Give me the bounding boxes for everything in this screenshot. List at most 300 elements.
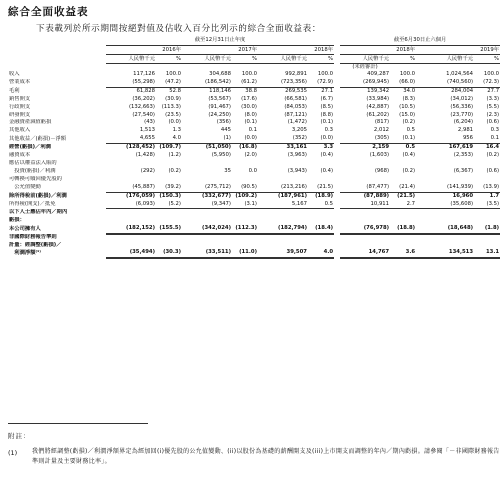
amount-cell: (213,216) — [258, 184, 308, 192]
amount-cell — [340, 217, 390, 225]
percent-cell: (18.4) — [308, 225, 334, 234]
percent-cell: (109.7) — [159, 144, 181, 151]
amount-cell: (34,012) — [450, 95, 474, 102]
amount-cell: (35,608) — [416, 201, 474, 209]
row-label: 其他收入 — [9, 127, 31, 134]
amount-cell — [258, 209, 308, 217]
percent-cell: (30.9) — [165, 95, 181, 102]
amount-cell: (33,511) — [182, 249, 232, 258]
table-row — [8, 249, 500, 258]
percent-cell: 3.6 — [390, 249, 416, 258]
percent-cell: (0.2) — [486, 152, 500, 159]
percent-cell: (61.2) — [232, 79, 258, 87]
amount-cell: 61,828 — [136, 87, 155, 94]
table-row — [8, 135, 500, 143]
table-row — [8, 192, 500, 200]
amount-cell: (23,770) — [450, 111, 474, 118]
amount-cell — [340, 242, 390, 250]
amount-cell — [416, 217, 474, 225]
percent-cell: (21.4) — [390, 184, 416, 192]
percent-cell — [390, 160, 416, 168]
percent-cell: (0.0) — [168, 119, 181, 126]
amount-cell: (968) — [374, 167, 390, 174]
amount-cell: 35 — [224, 167, 231, 174]
table-row — [8, 234, 500, 242]
amount-cell: 4,655 — [106, 135, 156, 143]
row-label: 本公司擁有人 — [9, 225, 41, 232]
year-2017: 2017年 — [182, 46, 258, 55]
intro-text: 下表載列於所示期間按絕對值及佔收入百分比列示的綜合全面收益表： — [36, 24, 322, 34]
row-label: 利潤淨額⁽¹⁾ — [9, 250, 41, 257]
pct-label: % — [156, 55, 182, 64]
amount-cell: (292) — [140, 167, 155, 174]
amount-cell: (87,121) — [284, 111, 307, 118]
percent-cell — [308, 234, 334, 242]
amount-cell — [106, 176, 156, 184]
amount-cell: (36,202) — [132, 95, 155, 102]
amount-cell — [416, 209, 474, 217]
table-row — [8, 176, 500, 184]
amount-cell: (3,963) — [287, 152, 307, 159]
percent-cell: (8.3) — [402, 95, 416, 102]
header-group-row — [8, 36, 500, 46]
amount-cell: (9,347) — [182, 201, 232, 209]
amount-cell: (24,250) — [208, 111, 231, 118]
percent-cell — [390, 234, 416, 242]
amount-cell: (1,428) — [135, 152, 155, 159]
unit-label: 人民幣千元 — [258, 55, 308, 64]
amount-cell: (33,984) — [366, 95, 390, 102]
percent-cell: (16.8) — [239, 144, 257, 151]
percent-cell: (109.2) — [235, 192, 257, 199]
percent-cell: 34.0 — [403, 87, 416, 94]
note-text: 我們將經調整(虧損)／利潤淨額界定為經加回(i)優先股的公允值變動、(ii)以股份為基礎的薪酬開支及(iii)上市開支而調整的年內／期內虧損。請參閱「－非國際財務報告準則計量及主要財務比率」。 — [32, 448, 500, 465]
amount-cell: 956 — [416, 135, 474, 143]
percent-cell: 0.1 — [474, 135, 500, 143]
amount-cell: (42,887) — [366, 103, 390, 110]
amount-cell: 14,767 — [340, 249, 390, 258]
unit-label: 人民幣千元 — [340, 55, 390, 64]
amount-cell: (5,950) — [211, 152, 231, 159]
percent-cell: 0.3 — [490, 127, 500, 134]
half-year-2019: 2019年 — [416, 46, 500, 55]
percent-cell: 0.3 — [324, 127, 334, 134]
percent-cell: (155.5) — [156, 225, 182, 234]
percent-cell: 1.7 — [489, 192, 500, 199]
row-label: 應佔以權益法入賬的 — [9, 159, 57, 166]
amount-cell — [182, 176, 232, 184]
percent-cell: (0.4) — [320, 167, 334, 174]
amount-cell — [182, 242, 232, 250]
percent-cell: 4.0 — [156, 135, 182, 143]
table-row — [8, 127, 500, 135]
amount-cell: 269,535 — [285, 87, 307, 94]
amount-cell: 3,205 — [291, 127, 307, 134]
table-row — [8, 242, 500, 250]
percent-cell — [156, 160, 182, 168]
table-row — [8, 112, 500, 120]
amount-cell: (43) — [144, 119, 155, 126]
amount-cell: (6,093) — [106, 201, 156, 209]
amount-cell: (182,794) — [258, 225, 308, 234]
amount-cell: (1,603) — [369, 152, 390, 159]
percent-cell: (3.5) — [474, 201, 500, 209]
amount-cell: (6,204) — [453, 119, 474, 126]
amount-cell — [258, 234, 308, 242]
row-label: 經營(虧損)／利潤 — [9, 144, 51, 151]
percent-cell: 52.8 — [169, 87, 181, 94]
row-label: 虧損： — [9, 216, 25, 223]
percent-cell — [308, 176, 334, 184]
amount-cell: (141,939) — [416, 184, 474, 192]
amount-cell: (35,494) — [106, 249, 156, 258]
amount-cell — [416, 242, 474, 250]
percent-cell — [232, 176, 258, 184]
row-label: 所得稅(開支)／抵免 — [9, 201, 56, 207]
amount-cell: 409,287 — [367, 71, 390, 77]
amount-cell — [106, 234, 156, 242]
percent-cell: (21.5) — [397, 192, 416, 199]
amount-cell — [182, 234, 232, 242]
amount-cell: 16,960 — [452, 192, 474, 199]
row-label: 其他收益／(虧損)－淨額 — [9, 135, 67, 142]
pct-label: % — [474, 55, 500, 64]
percent-cell: (0.1) — [320, 119, 334, 126]
amount-cell: (1) — [182, 135, 232, 143]
percent-cell: (0.2) — [402, 167, 416, 174]
amount-cell — [416, 176, 474, 184]
row-label: 非國際財務報告準則 — [9, 233, 57, 240]
amount-cell — [416, 160, 474, 168]
percent-cell — [232, 242, 258, 250]
amount-cell: 39,507 — [258, 249, 308, 258]
amount-cell: (51,050) — [205, 144, 231, 151]
amount-cell: 2,159 — [372, 144, 390, 151]
percent-cell: 16.4 — [485, 144, 500, 151]
percent-cell: (0.2) — [402, 119, 416, 126]
amount-cell — [106, 209, 156, 217]
percent-cell: (17.6) — [241, 95, 257, 102]
amount-cell: 445 — [220, 127, 231, 134]
amount-cell: (66,581) — [284, 95, 307, 102]
percent-cell: (3.3) — [486, 95, 500, 102]
half-year-2018: 2018年 — [340, 46, 416, 55]
percent-cell: (66.0) — [390, 79, 416, 87]
percent-cell — [308, 160, 334, 168]
percent-cell: (0.6) — [486, 119, 500, 126]
amount-cell: 2,012 — [373, 127, 390, 134]
percent-cell — [474, 160, 500, 168]
amount-cell — [258, 176, 308, 184]
percent-cell: (21.5) — [308, 184, 334, 192]
amount-cell — [182, 217, 232, 225]
percent-cell: (11.0) — [232, 249, 258, 258]
pct-label: % — [390, 55, 416, 64]
table-row — [8, 209, 500, 217]
amount-cell — [106, 217, 156, 225]
amount-cell: 33,161 — [286, 144, 307, 151]
amount-cell — [106, 242, 156, 250]
unit-label: 人民幣千元 — [106, 55, 156, 64]
table-row — [8, 79, 500, 87]
table-row — [8, 144, 500, 152]
table-row — [8, 184, 500, 192]
amount-cell: 117,126 — [133, 71, 155, 77]
percent-cell: (23.5) — [165, 111, 181, 118]
percent-cell — [156, 234, 182, 242]
table-row — [8, 201, 500, 209]
amount-cell: (176,059) — [126, 192, 155, 199]
percent-cell: (72.3) — [474, 79, 500, 87]
percent-cell: 27.7 — [487, 87, 500, 94]
amount-cell: 10,911 — [340, 201, 390, 209]
amount-cell: (61,202) — [366, 111, 390, 118]
amount-cell: (45,887) — [106, 184, 156, 192]
amount-cell: (18,648) — [416, 225, 474, 234]
amount-cell — [258, 242, 308, 250]
amount-cell: (332,677) — [202, 192, 231, 199]
percent-cell: (2.3) — [486, 111, 500, 118]
amount-cell — [106, 160, 156, 168]
amount-cell: 284,004 — [451, 87, 474, 94]
percent-cell: (0.0) — [232, 135, 258, 143]
percent-cell: (8.8) — [320, 111, 334, 118]
percent-cell: 0.5 — [406, 127, 416, 134]
amount-cell: (186,542) — [182, 79, 232, 87]
percent-cell: 13.1 — [474, 249, 500, 258]
percent-cell: (5.5) — [486, 103, 500, 110]
percent-cell: (18.8) — [390, 225, 416, 234]
percent-cell — [390, 209, 416, 217]
percent-cell — [308, 209, 334, 217]
table-row — [8, 104, 500, 112]
amount-cell: (87,889) — [363, 192, 390, 199]
amount-cell: (269,945) — [340, 79, 390, 87]
percent-cell: (39.2) — [156, 184, 182, 192]
table-row — [8, 160, 500, 168]
percent-cell — [156, 176, 182, 184]
table-row — [8, 87, 500, 95]
year-2016: 2016年 — [106, 46, 182, 55]
notes-divider — [8, 423, 148, 424]
percent-cell: (113.3) — [161, 103, 181, 110]
amount-cell: (723,356) — [258, 79, 308, 87]
percent-cell: 4.0 — [308, 249, 334, 258]
percent-cell: 1.3 — [172, 127, 181, 134]
percent-cell: 2.7 — [390, 201, 416, 209]
amount-cell: (87,477) — [340, 184, 390, 192]
row-label: 行政開支 — [9, 103, 31, 110]
amount-cell: 304,688 — [209, 71, 231, 77]
percent-cell — [474, 242, 500, 250]
amount-cell: (53,567) — [208, 95, 231, 102]
amount-cell: 2,981 — [457, 127, 474, 134]
table-row — [8, 225, 500, 234]
hy-group-header: 截至6月30日止六個月 — [340, 36, 500, 46]
row-label: 可轉換可贖回優先股的 — [9, 175, 62, 182]
percent-cell: (30.0) — [241, 103, 257, 110]
percent-cell — [390, 242, 416, 250]
percent-cell: 0.5 — [405, 144, 416, 151]
amount-cell: (187,961) — [278, 192, 307, 199]
table-row — [8, 168, 500, 176]
amount-cell: (182,152) — [106, 225, 156, 234]
percent-cell — [474, 217, 500, 225]
amount-cell: (3,943) — [287, 167, 307, 174]
percent-cell: (3.1) — [232, 201, 258, 209]
row-label: 金融資產減值虧損 — [9, 119, 52, 126]
table-row — [8, 152, 500, 160]
amount-cell: 1,024,564 — [446, 71, 474, 77]
pct-label: % — [308, 55, 334, 64]
amount-cell: (1,472) — [287, 119, 307, 126]
percent-cell: (72.9) — [308, 79, 334, 87]
percent-cell — [390, 176, 416, 184]
percent-cell — [474, 209, 500, 217]
amount-cell: (76,978) — [340, 225, 390, 234]
table-row — [8, 217, 500, 225]
unit-label: 人民幣千元 — [416, 55, 474, 64]
percent-cell: (0.0) — [308, 135, 334, 143]
percent-cell: 100.0 — [317, 71, 334, 77]
table-row — [8, 96, 500, 104]
amount-cell: (132,663) — [128, 103, 155, 110]
percent-cell: (0.6) — [486, 167, 500, 174]
percent-cell — [232, 209, 258, 217]
percent-cell — [232, 217, 258, 225]
row-label: 投資(虧損)／利潤 — [9, 167, 56, 174]
pct-label: % — [232, 55, 258, 64]
percent-cell — [156, 242, 182, 250]
percent-cell: 100.0 — [483, 71, 500, 77]
percent-cell — [156, 209, 182, 217]
percent-cell: (8.0) — [244, 111, 257, 118]
amount-cell: (56,336) — [450, 103, 474, 110]
row-label: 營業成本 — [9, 79, 31, 86]
row-label: 銷售開支 — [9, 95, 31, 102]
percent-cell: (0.1) — [390, 135, 416, 143]
amount-cell: (356) — [216, 119, 231, 126]
row-label: 研發開支 — [9, 111, 31, 118]
amount-cell: (55,298) — [106, 79, 156, 87]
percent-cell: (47.2) — [156, 79, 182, 87]
percent-cell — [474, 234, 500, 242]
row-label: 計量：經調整(虧損)／ — [9, 241, 62, 248]
header-unit-row — [8, 55, 500, 64]
percent-cell: (15.0) — [399, 111, 416, 118]
amount-cell: 1,513 — [139, 127, 155, 134]
unit-label: 人民幣千元 — [182, 55, 232, 64]
amount-cell: (275,712) — [182, 184, 232, 192]
amount-cell: 139,342 — [367, 87, 390, 94]
fy-group-header: 截至12月31日止年度 — [106, 36, 334, 46]
amount-cell — [416, 234, 474, 242]
percent-cell: 0.5 — [308, 201, 334, 209]
amount-cell — [340, 209, 390, 217]
row-label: 以下人士應佔年內／期內 — [9, 208, 68, 215]
percent-cell — [232, 234, 258, 242]
percent-cell: (30.3) — [156, 249, 182, 258]
amount-cell: (817) — [374, 119, 390, 126]
section-title: 綜合全面收益表 — [8, 6, 89, 18]
header-unaudited-row — [8, 64, 500, 72]
row-label: 毛利 — [9, 87, 20, 94]
amount-cell: (91,467) — [208, 103, 231, 110]
amount-cell: (128,452) — [126, 144, 155, 151]
percent-cell: 38.8 — [245, 87, 257, 94]
percent-cell: (112.3) — [232, 225, 258, 234]
amount-cell: 992,891 — [285, 71, 307, 77]
percent-cell — [390, 217, 416, 225]
note-number: (1) — [8, 449, 18, 457]
percent-cell: 0.0 — [248, 167, 257, 174]
percent-cell: (6.7) — [320, 95, 334, 102]
table-row — [8, 119, 500, 127]
percent-cell: (1.8) — [474, 225, 500, 234]
amount-cell — [182, 160, 232, 168]
percent-cell: (1.2) — [168, 152, 181, 159]
percent-cell: 3.3 — [323, 144, 334, 151]
amount-cell — [340, 176, 390, 184]
notes-heading: 附註： — [8, 432, 31, 440]
percent-cell: (18.9) — [315, 192, 334, 199]
amount-cell: 134,513 — [416, 249, 474, 258]
amount-cell: (305) — [340, 135, 390, 143]
header-year-row — [8, 46, 500, 55]
year-2018: 2018年 — [258, 46, 334, 55]
amount-cell — [340, 234, 390, 242]
amount-cell: 5,167 — [258, 201, 308, 209]
amount-cell — [258, 160, 308, 168]
percent-cell: (150.3) — [159, 192, 181, 199]
percent-cell: 100.0 — [241, 71, 257, 77]
amount-cell: 167,619 — [448, 144, 474, 151]
amount-cell: (342,024) — [182, 225, 232, 234]
percent-cell: (0.1) — [244, 119, 257, 126]
row-label: 公允值變動 — [9, 184, 41, 191]
percent-cell — [474, 176, 500, 184]
amount-cell: (84,053) — [284, 103, 307, 110]
percent-cell: 100.0 — [165, 71, 181, 77]
income-statement-table — [8, 36, 500, 259]
unaudited-label: (未經審計) — [352, 64, 378, 70]
percent-cell: (10.5) — [399, 103, 416, 110]
table-row — [8, 71, 500, 79]
percent-cell — [156, 217, 182, 225]
amount-cell: (352) — [258, 135, 308, 143]
percent-cell: (0.4) — [320, 152, 334, 159]
percent-cell: (2.0) — [244, 152, 257, 159]
row-label: 融資成本 — [9, 152, 31, 159]
row-label: 除所得稅前(虧損)／利潤 — [9, 192, 67, 199]
percent-cell — [232, 160, 258, 168]
percent-cell: (5.2) — [156, 201, 182, 209]
percent-cell: 100.0 — [399, 71, 416, 77]
amount-cell: 118,146 — [209, 87, 231, 94]
amount-cell — [258, 217, 308, 225]
amount-cell: (27,540) — [132, 111, 155, 118]
amount-cell: (6,367) — [453, 167, 474, 174]
amount-cell — [182, 209, 232, 217]
row-label: 收入 — [9, 71, 20, 77]
percent-cell: (90.5) — [232, 184, 258, 192]
percent-cell: (8.5) — [320, 103, 334, 110]
amount-cell: (2,353) — [453, 152, 474, 159]
percent-cell: 0.1 — [248, 127, 257, 134]
amount-cell: (740,560) — [416, 79, 474, 87]
percent-cell — [308, 242, 334, 250]
percent-cell — [308, 217, 334, 225]
